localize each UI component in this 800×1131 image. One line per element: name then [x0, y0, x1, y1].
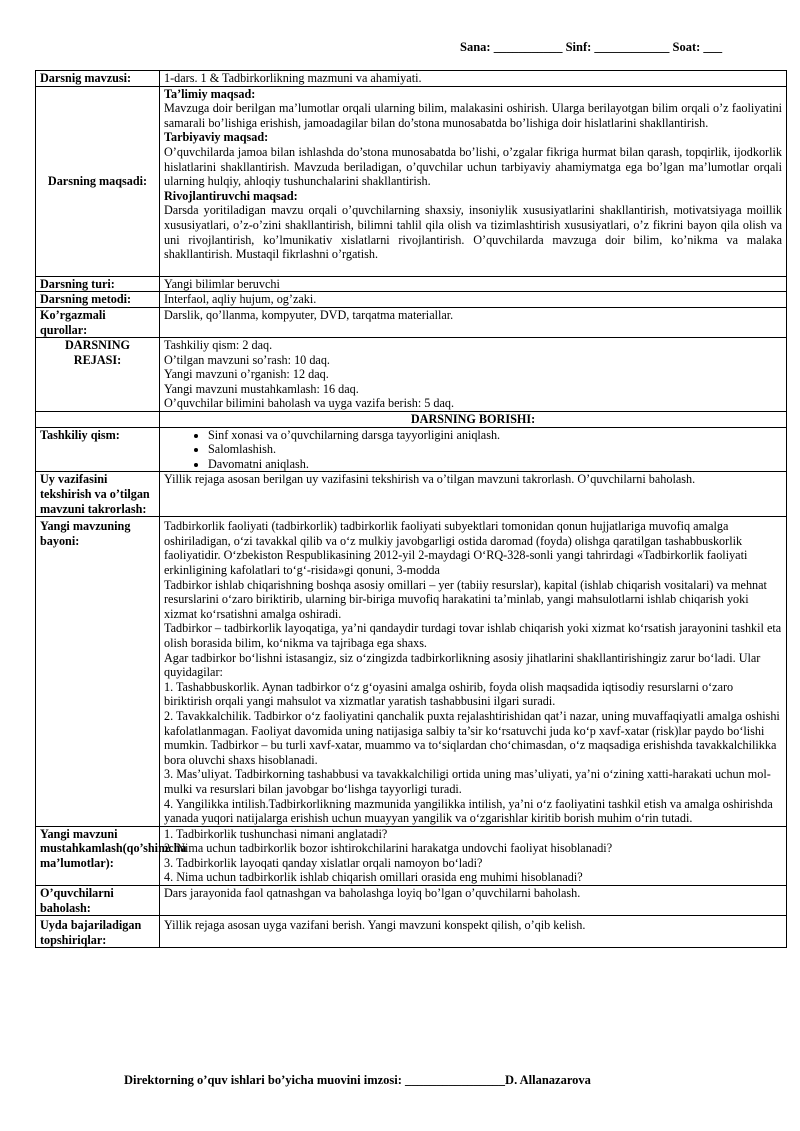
row-assessment	[36, 886, 787, 916]
row-organizational	[36, 427, 787, 472]
row-course-heading	[36, 412, 787, 428]
plan-item: Tashkiliy qism: 2 daq.	[164, 338, 273, 353]
homework-check-label: Uy vazifasini tekshirish va o’tilgan mavzuni takrorlash:	[36, 472, 160, 517]
goals-content	[160, 86, 787, 276]
new-topic-paragraph: 3. Mas’uliyat. Tadbirkorning tashabbusi va tavakkalchiligi ortida uning mas’uliyati, ya’ni o‘zining xatti-harakati uchun mol-mulki va resurslari bilan javobgar bo‘lishga tayyorligi turadi.	[164, 767, 771, 796]
organizational-label: Tashkiliy qism:	[36, 427, 160, 472]
developmental-goal-title: Rivojlantiruvchi maqsad:	[164, 188, 298, 203]
row-reinforcement	[36, 826, 787, 885]
new-topic-paragraph: Tadbirkorlik faoliyati (tadbirkorlik) tadbirkorlik faoliyati subyektlari tomonidan qonun hujjatlariga muvofiq amalga oshiriladigan, o‘zi tavakkal qilib va o‘z mulkiy javobgarligi ostida daromad (foyda) olishga qaratilgan tashabbuskorlik faoliyatidir. O‘zbekiston Respublikasining 2012-yil 2-maydagi O‘RQ-328-sonli yangi tahrirdagi «Tadbirkorlik faoliyati erkinligining kafolatlari to‘g‘-risida»gi qonuni, 3-modda	[164, 519, 748, 577]
row-new-topic	[36, 517, 787, 826]
reinforcement-label: Yangi mavzuni mustahkamlash(qo’shimcha ma’lumotlar):	[36, 826, 160, 885]
new-topic-paragraph: 4. Yangilikka intilish.Tadbirkorlikning mazmunida yangilikka intilish, ya’ni o‘z faoliyatini tashkil etish va amalga oshirishda yanada yuqori natijalarga erishish uchun muayyan yangilik va o‘zgarishlar kiritib borish muhim o‘rin tutadi.	[164, 796, 773, 826]
plan-label: DARSNING REJASI:	[36, 338, 160, 412]
type-value: Yangi bilimlar beruvchi	[160, 276, 787, 292]
assessment-value: Dars jarayonida faol qatnashgan va baholashga loyiq bo’lgan o’quvchilarni baholash.	[160, 886, 787, 916]
plan-item: O’quvchilar bilimini baholash va uyga vazifa berish: 5 daq.	[164, 396, 455, 411]
upbringing-goal-title: Tarbiyaviy maqsad:	[164, 130, 269, 145]
method-label: Darsning metodi:	[36, 292, 160, 308]
plan-item: O’tilgan mavzuni so’rash: 10 daq.	[164, 352, 330, 367]
assessment-label: O’quvchilarni baholash:	[36, 886, 160, 916]
row-type	[36, 276, 787, 292]
developmental-goal-text: Darsda yoritiladigan mavzu orqali o’quvchilarning shaxsiy, insoniylik xususiyatlarini shakllantirish, motivatsiyaga moillik xususiyatlari, o’z-o’zini shakllantirish, bilimni tahlil qila olish va tizimlashtirish xususiyatlari, o’z fikrini bayon qila olish va uni rivojlantirish, ko’lmunikativ xislatlarni rivojlantirish. O’quvchilarda mavzuga doir bilim, ko’nikma va malaka shakllantirish. Mustaqil fikrlashni o’rgatish.	[164, 203, 782, 262]
topic-label: Darsnig mavzusi:	[36, 71, 160, 87]
new-topic-paragraph: 1. Tashabbuskorlik. Aynan tadbirkor o‘z g‘oyasini amalga oshirib, foyda olish maqsadida iqtisodiy resurslarni o‘zaro biriktirish orqali yangi mahsulot va xizmatlar yaratish tashabbusini ilgari suradi.	[164, 679, 734, 709]
method-value: Interfaol, aqliy hujum, og’zaki.	[160, 292, 787, 308]
list-item: • Salomlashish.	[208, 442, 782, 457]
homework-label: Uyda bajariladigan topshiriqlar:	[36, 916, 160, 948]
course-heading: DARSNING BORISHI:	[160, 412, 787, 428]
course-heading-empty	[36, 412, 160, 428]
plan-content	[160, 338, 787, 412]
goals-label: Darsning maqsadi:	[36, 86, 160, 276]
plan-item: Yangi mavzuni o’rganish: 12 daq.	[164, 367, 329, 382]
organizational-content	[160, 427, 787, 472]
new-topic-paragraph: 2. Tavakkalchilik. Tadbirkor o‘z faoliyatini qanchalik puxta rejalashtirishidan qat’i nazar, uning muvaffaqiyatli amalga oshishi kafolatlanmagan. Faoliyat davomida uning natijasiga salbiy ta’sir ko‘rsatuvchi juda ko‘p xavf-xatar (risk)lar paydo bo‘lishi mumkin. Tadbirkor – bu turli xavf-xatar, muammo va to‘siqlardan cho‘chimasdan, o‘z maqsadiga erishishda tavakkalchilikka bora oluvchi shaxs hisoblanadi.	[164, 708, 780, 767]
footer-signature: Direktorning o’quv ishlari bo’yicha muovini imzosi: ________________D. Allanazarova	[124, 1073, 591, 1087]
row-plan	[36, 338, 787, 412]
new-topic-content	[160, 517, 787, 826]
question-item: 2. Nima uchun tadbirkorlik bozor ishtirokchilarini harakatga undovchi faoliyat hisoblanadi?	[164, 841, 613, 856]
row-homework	[36, 916, 787, 948]
list-item: • Sinf xonasi va o’quvchilarning darsga tayyorligini aniqlash.	[208, 428, 782, 443]
reinforcement-content	[160, 826, 787, 885]
new-topic-label: Yangi mavzuning bayoni:	[36, 517, 160, 826]
question-item: 4. Nima uchun tadbirkorlik ishlab chiqarish omillari orasida eng muhimi hisoblanadi?	[164, 870, 583, 885]
type-label: Darsning turi:	[36, 276, 160, 292]
list-item: • Davomatni aniqlash.	[208, 457, 782, 472]
materials-label: Ko’rgazmali qurollar:	[36, 307, 160, 337]
question-item: 3. Tadbirkorlik layoqati qanday xislatlar orqali namoyon bo‘ladi?	[164, 855, 483, 870]
homework-check-value: Yillik rejaga asosan berilgan uy vazifasini tekshirish va o’tilgan mavzuni takrorlash. O’quvchilarni baholash.	[160, 472, 787, 517]
upbringing-goal-text: O’quvchilarda jamoa bilan ishlashda do’stona munosabatda bo’lishi, o’zgalar fikriga hurmat bilan qarash, topqirlik, ijodkorlik hislatlarini shakllantirish. Mavzuda beriladigan, o’quvchilar uchun tarbiyaviy ahamiymatga ega bo’lgan ma’lumotlar orqali ularning hulqiy, ahloqiy tushunchalarini shakllantirish.	[164, 144, 782, 189]
question-item: 1. Tadbirkorlik tushunchasi nimani anglatadi?	[164, 826, 388, 841]
lesson-plan-table	[35, 70, 787, 948]
materials-value: Darslik, qo’llanma, kompyuter, DVD, tarqatma materiallar.	[160, 307, 787, 337]
header-date-class-hour: Sana: ___________ Sinf: ____________ Soat: ___	[460, 40, 723, 54]
plan-item: Yangi mavzuni mustahkamlash: 16 daq.	[164, 381, 359, 396]
row-goals	[36, 86, 787, 276]
new-topic-paragraph: Agar tadbirkor bo‘lishni istasangiz, siz o‘zingizda tadbirkorlikning asosiy jihatlarini shakllantirishingiz zarur bo‘ladi. Ular quyidagilar:	[164, 650, 761, 680]
new-topic-paragraph: Tadbirkor ishlab chiqarishning boshqa asosiy omillari – yer (tabiiy resurslar), kapital (ishlab chiqarish vositalari) va mehnat resurslarini o‘zaro biriktirib, ularning bir-biriga muvofiq harakatini ta’minlab, yangi mahsulotlarni ishlab chiqarish yoki xizmat ko‘rsatishni amalga oshiradi.	[164, 577, 767, 621]
educational-goal-title: Ta’limiy maqsad:	[164, 86, 256, 101]
row-topic	[36, 71, 787, 87]
topic-value: 1-dars. 1 & Tadbirkorlikning mazmuni va ahamiyati.	[160, 71, 787, 87]
organizational-list	[164, 428, 782, 472]
row-homework-check	[36, 472, 787, 517]
row-method	[36, 292, 787, 308]
row-materials	[36, 307, 787, 337]
homework-value: Yillik rejaga asosan uyga vazifani berish. Yangi mavzuni konspekt qilish, o’qib kelish.	[160, 916, 787, 948]
educational-goal-text: Mavzuga doir berilgan ma’lumotlar orqali ularning bilim, malakasini oshirish. Ularga berilayotgan bilim orqali o’z faoliyatini samarali bo’lishiga erishish, jamoadagilar bilan do’stona munosabatda bo’lishiga doir hislatlarini shakllantirish.	[164, 101, 782, 130]
new-topic-paragraph: Tadbirkor – tadbirkorlik layoqatiga, ya’ni qandaydir turdagi tovar ishlab chiqarish yoki xizmat ko‘rsatish jarayonini tashkil eta olish borasida bilim, ko‘nikma va tajribaga ega shaxs.	[164, 621, 782, 650]
